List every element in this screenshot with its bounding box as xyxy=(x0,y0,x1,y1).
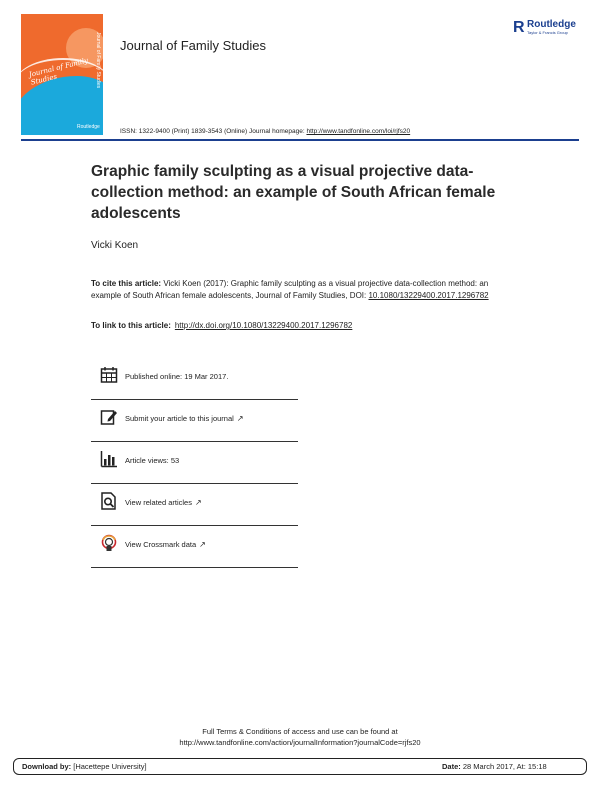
external-link-icon: ↗ xyxy=(194,498,202,507)
article-views-row xyxy=(91,442,298,484)
downloaded-by: Download by: [Hacettepe University] xyxy=(22,762,147,771)
journal-homepage-link[interactable]: http://www.tandfonline.com/loi/rjfs20 xyxy=(306,128,411,135)
citation-label: To cite this article: xyxy=(91,279,162,288)
routledge-r-icon: R xyxy=(513,19,525,36)
published-online-row xyxy=(91,358,298,400)
terms-conditions xyxy=(0,726,600,748)
cover-spine-text: Journal of Family Studies xyxy=(95,32,101,89)
article-link-label: To link to this article: xyxy=(91,321,171,330)
header-divider xyxy=(21,139,579,141)
citation-block xyxy=(91,278,511,302)
bar-chart-icon xyxy=(100,450,118,468)
publisher-logo[interactable] xyxy=(513,19,576,39)
download-info-bar xyxy=(13,758,587,775)
crossmark-link[interactable]: View Crossmark data ↗ xyxy=(125,540,206,549)
article-views-text: Article views: 53 xyxy=(125,456,180,465)
related-articles-link[interactable]: View related articles ↗ xyxy=(125,498,202,507)
submit-article-row[interactable] xyxy=(91,400,298,442)
article-title: Graphic family sculpting as a visual projective data-collection method: an example of South African female adolescents xyxy=(91,163,496,222)
published-online-text: Published online: 19 Mar 2017. xyxy=(125,372,229,381)
journal-title[interactable]: Journal of Family Studies xyxy=(120,38,266,53)
publisher-tagline: Taylor & Francis Group xyxy=(527,30,568,35)
issn-line xyxy=(120,128,410,135)
edit-icon xyxy=(100,408,118,426)
search-document-icon xyxy=(100,492,118,510)
citation-text: Vicki Koen (2017): Graphic family sculpting as a visual projective data-collection method: an example of South African female adolescents, Journal of Family Studies, DOI: xyxy=(91,279,489,300)
publisher-name: Routledge xyxy=(527,19,576,30)
download-date: Date: 28 March 2017, At: 15:18 xyxy=(442,762,547,771)
crossmark-row[interactable] xyxy=(91,526,298,568)
submit-article-link[interactable]: Submit your article to this journal ↗ xyxy=(125,414,244,423)
article-author: Vicki Koen xyxy=(91,240,139,251)
article-doi-url[interactable]: http://dx.doi.org/10.1080/13229400.2017.1296782 xyxy=(174,321,353,330)
cover-publisher-mark: Routledge xyxy=(77,124,100,130)
citation-doi-link[interactable]: 10.1080/13229400.2017.1296782 xyxy=(368,291,489,300)
issn-text: ISSN: 1322-9400 (Print) 1839-3543 (Online) Journal homepage: xyxy=(120,128,307,135)
terms-line: Full Terms & Conditions of access and use can be found at xyxy=(202,727,398,736)
terms-url[interactable]: http://www.tandfonline.com/action/journalInformation?journalCode=rjfs20 xyxy=(179,738,421,747)
crossmark-icon xyxy=(100,534,118,552)
article-link-block xyxy=(91,321,352,330)
external-link-icon: ↗ xyxy=(236,414,244,423)
journal-cover-image xyxy=(21,14,103,135)
cover-title: Journal of Family Studies xyxy=(28,56,89,87)
article-info-list xyxy=(91,358,298,568)
calendar-icon xyxy=(100,366,118,384)
external-link-icon: ↗ xyxy=(199,540,206,549)
related-articles-row[interactable] xyxy=(91,484,298,526)
